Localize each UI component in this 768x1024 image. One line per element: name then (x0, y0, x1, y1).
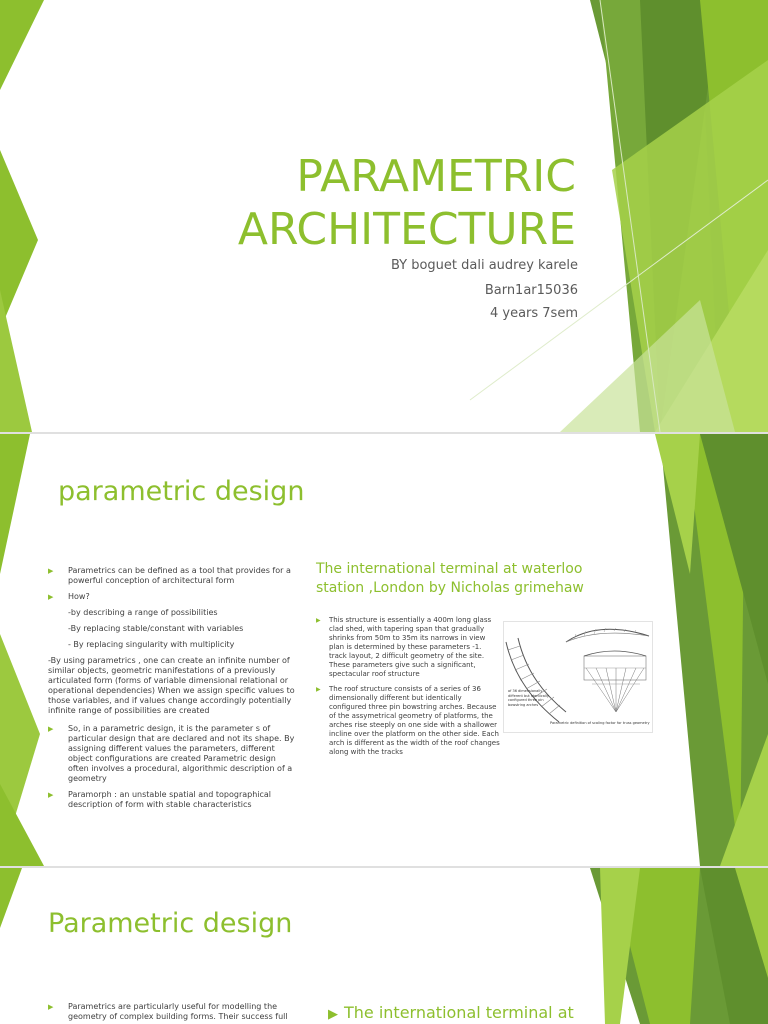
title-line-1: PARAMETRIC (296, 151, 576, 202)
list-item: ▶ This structure is essentially a 400m long glass clad shed, with tapering span that gradually shrinks from 50m to 35m its narrows in view plan is determined by these parameters -1. track layout, 2 difficult geometry of the site. These parameters give such a significant, spectacular roof structure (316, 616, 492, 678)
presentation-title (156, 150, 576, 256)
list-item: ▶ Parametrics are particularly useful for modelling the geometry of complex building forms. Their success full (48, 1002, 288, 1021)
case-study-bullets (316, 616, 501, 763)
triangle-bullet-icon: ▶ (316, 617, 321, 624)
triangle-bullet-icon: ▶ (48, 593, 54, 601)
list-subitem: - By replacing singularity with multiplicity (68, 640, 235, 649)
list-item: ▶ So, in a parametric design, it is the parameter s of particular design that are declared and not its shape. By assigning different values the parameters, different object configurations are created Parametric design often involves a procedural, algorithmic description of a geometry (48, 724, 295, 783)
case-study-title: The international terminal at waterloo station ,London by Nicholas grimehaw (316, 561, 584, 596)
green-facet-decoration (0, 868, 768, 1024)
slide-title: parametric design (58, 476, 305, 507)
triangle-bullet-icon: ▶ (48, 1003, 54, 1011)
roll-number: Barn1ar15036 (484, 283, 578, 298)
paragraph: -By using parametrics , one can create an infinite number of similar objects, geometric manifestations of a previously articulated form (forms of variable dimensional relational or operational dependencies) When we assign specific values to those variables, and if values change accordingly potentially infinite range of possibilities are created (48, 656, 295, 715)
slide-parametric-design (0, 434, 768, 866)
slide-parametric-design-2 (0, 868, 768, 1024)
bullet-list (48, 1002, 313, 1022)
year-semester: 4 years 7sem (489, 306, 578, 321)
list-item: ▶ Parametrics can be defined as a tool that provides for a powerful conception of architectural form (48, 566, 291, 585)
triangle-bullet-icon: ▶ (48, 567, 54, 575)
list-subitem: -by describing a range of possibilities (68, 608, 218, 617)
list-subitem: -By replacing stable/constant with variables (68, 624, 244, 633)
triangle-bullet-icon: ▶ (48, 791, 54, 799)
title-line-2: ARCHITECTURE (237, 204, 576, 255)
roof-structure-drawing (504, 622, 652, 732)
figure-caption-left: of 36 dimensionally different but identically configured three pin bowstring arches (508, 689, 549, 707)
slide-title (0, 0, 768, 432)
slide-title: Parametric design (48, 908, 293, 939)
bullet-list (48, 566, 298, 816)
case-study-title: ▶ The international terminal at (328, 1003, 574, 1022)
waterloo-roof-figure (503, 621, 653, 733)
figure-caption-right: Parametric definition of scaling factor for truss geometry (550, 721, 650, 725)
triangle-bullet-icon: ▶ (316, 686, 321, 693)
triangle-bullet-icon: ▶ (48, 725, 54, 733)
list-item: ▶ Paramorph : an unstable spatial and topographical description of form with stable characteristics (48, 790, 272, 809)
author-line: BY boguet dali audrey karele (390, 258, 578, 273)
list-item: ▶ How? (48, 592, 90, 601)
list-item: ▶ The roof structure consists of a series of 36 dimensionally different but identically configured three pin bowstring arches. Because of the assymetrical geometry of platforms, the arches rise steeply on one side with a shallower incline over the platform on the other side. Each arch is different as the width of the roof changes along with the tracks (316, 685, 500, 756)
triangle-bullet-icon: ▶ (328, 1007, 338, 1022)
